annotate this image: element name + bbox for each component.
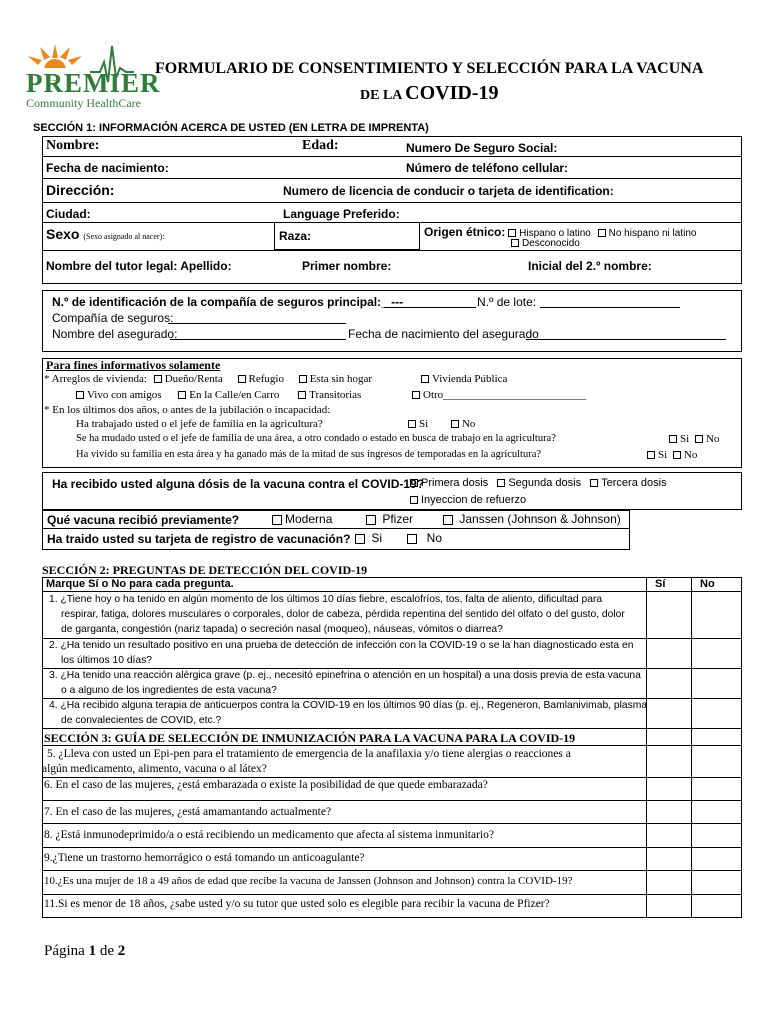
q1-si-checkbox[interactable] (408, 420, 416, 428)
compania-label[interactable]: Compañía de seguros: (52, 311, 174, 325)
s3-q10-no-cell[interactable] (691, 870, 742, 895)
vivienda-row1 (44, 373, 372, 385)
pagina-label: Página (44, 943, 85, 959)
fecha-asegurado-line[interactable] (526, 339, 726, 340)
transitorias-checkbox[interactable] (298, 391, 306, 399)
pfizer-label: Pfizer (382, 512, 414, 526)
page-current: 1 (88, 943, 97, 959)
origen-label: Origen étnico: (424, 225, 506, 239)
q3-si-label: Si (658, 449, 668, 461)
origen-group (424, 225, 696, 239)
calle-label: En la Calle/en Carro (189, 389, 280, 401)
no-hispano-label: No hispano ni latino (608, 228, 697, 239)
tarjeta-no-label: No (426, 531, 443, 545)
s2-instruction: Marque Sí o No para cada pregunta. (46, 578, 234, 590)
s3-q5-si-cell[interactable] (646, 745, 692, 778)
s3-q10-si-cell[interactable] (646, 870, 692, 895)
tercera-label: Tercera dosis (601, 477, 667, 489)
si-column-header: Sí (655, 578, 666, 590)
s2-q1-line3: de garganta, congestión (nariz tapada) o secreción nasal (moqueo), náuseas, vómitos o diarrea? (61, 624, 503, 635)
divider (42, 156, 742, 157)
no-col-header (691, 577, 742, 592)
logo-name: PREMIER (26, 68, 161, 98)
s3-q9: 9.¿Tiene un trastorno hemorrágico o está tomando un anticoagulante? (44, 852, 365, 864)
agri-q3: Ha vivido su familia en esta área y ha ganado más de la mitad de sus ingresos de temporadas en la agricultura? (76, 449, 542, 460)
vivienda-label: * Arreglos de vivienda: (44, 373, 147, 385)
section3-heading: SECCIÓN 3: GUÍA DE SELECCIÓN DE INMUNIZACIÓN PARA LA VACUNA PARA LA COVID-19 (44, 731, 576, 745)
s2-q4-no-cell[interactable] (691, 698, 742, 729)
idioma-label[interactable]: Language Preferido: (283, 207, 400, 221)
telefono-label[interactable]: Número de teléfono cellular: (406, 161, 569, 175)
moderna-option (272, 512, 332, 526)
s2-q3-si-cell[interactable] (646, 668, 692, 699)
q2-si-checkbox[interactable] (669, 435, 677, 443)
divider (42, 250, 742, 251)
s3-q8: 8. ¿Está inmunodeprimido/a o está recibiendo un medicamento que afecta al sistema inmunitario? (44, 829, 494, 841)
fecha-nacimiento-label[interactable]: Fecha de nacimiento: (46, 161, 169, 175)
cual-question: Qué vacuna recibió previamente? (47, 513, 240, 527)
raza-label: Raza: (279, 229, 312, 243)
section1-heading: SECCIÓN 1: INFORMACIÓN ACERCA DE USTED (EN LETRA DE IMPRENTA) (33, 122, 429, 134)
sin-hogar-label: Esta sin hogar (309, 373, 373, 385)
dosis-question: Ha recibido usted alguna dósis de la vacuna contra el COVID-19? (52, 477, 425, 491)
form-title-line2 (360, 82, 498, 105)
tarjeta-no-checkbox[interactable] (407, 534, 417, 544)
s2-q3-line2: o a alguno de los ingredientes de esta vacuna? (61, 685, 277, 696)
q3-no-checkbox[interactable] (673, 451, 681, 459)
refuerzo-label: Inyeccion de refuerzo (421, 494, 527, 506)
dueno-label: Dueño/Renta (164, 373, 223, 385)
primera-checkbox[interactable] (410, 479, 418, 487)
tarjeta-si-option (355, 531, 382, 545)
s2-q4-line2: de convalecientes de COVID, etc.? (61, 715, 222, 726)
edad-label[interactable]: Edad: (302, 138, 339, 153)
no-hispano-checkbox[interactable] (598, 229, 606, 237)
q3-si-checkbox[interactable] (647, 451, 655, 459)
asegurado-line[interactable] (170, 339, 346, 340)
janssen-label: Janssen (Johnson & Johnson) (459, 512, 621, 526)
s3-heading-si-cell (646, 728, 692, 746)
s3-q7: 7. En el caso de las mujeres, ¿está amamantando actualmente? (44, 806, 332, 818)
desconocido-option (511, 238, 580, 249)
desconocido-label: Desconocido (522, 238, 580, 249)
otro-checkbox[interactable] (412, 391, 420, 399)
hispano-label: Hispano o latino (519, 228, 591, 239)
s2-q3-no-cell[interactable] (691, 668, 742, 699)
direccion-label[interactable]: Dirección: (46, 182, 115, 198)
q3-no-label: No (683, 449, 698, 461)
refuerzo-option (410, 494, 526, 506)
title-prefix: DE LA (360, 88, 402, 103)
sexo-text: Sexo (46, 226, 80, 242)
lote-label[interactable]: N.º de lote: (477, 295, 537, 309)
tutor-apellido-label[interactable]: Nombre del tutor legal: Apellido: (46, 259, 232, 273)
s2-q2-si-cell[interactable] (646, 638, 692, 669)
publica-option (421, 373, 507, 385)
dosis-options (410, 477, 667, 489)
licencia-label[interactable]: Numero de licencia de conducir o tarjeta de identification: (283, 184, 614, 198)
moderna-label: Moderna (285, 512, 333, 526)
sin-hogar-checkbox[interactable] (299, 375, 307, 383)
publica-label: Vivienda Pública (432, 373, 508, 385)
publica-checkbox[interactable] (421, 375, 429, 383)
tarjeta-no-option (407, 531, 442, 545)
s3-q5-line2: algún medicamento, alimento, vacuna o al látex? (42, 763, 267, 775)
no-column-header: No (700, 578, 715, 590)
divider (42, 528, 630, 529)
title-covid: COVID-19 (405, 82, 499, 104)
insurance-id-row[interactable] (52, 295, 403, 309)
refugio-label: Refugio (248, 373, 284, 385)
tarjeta-si-label: Si (371, 531, 383, 545)
agri-q1: Ha trabajado usted o el jefe de familia en la agricultura? (76, 418, 323, 430)
transitorias-label: Transitorias (309, 389, 362, 401)
nombre-label[interactable]: Nombre: (46, 138, 100, 153)
s2-q4-si-cell[interactable] (646, 698, 692, 729)
lote-line[interactable] (540, 307, 680, 308)
asegurado-label[interactable]: Nombre del asegurado: (52, 327, 178, 341)
s3-q6-si-cell[interactable] (646, 777, 692, 801)
moderna-checkbox[interactable] (272, 515, 282, 525)
q1-no-checkbox[interactable] (451, 420, 459, 428)
s3-q9-si-cell[interactable] (646, 847, 692, 871)
s2-q1-no-cell[interactable] (691, 591, 742, 639)
segunda-checkbox[interactable] (497, 479, 505, 487)
s3-q7-si-cell[interactable] (646, 800, 692, 824)
s3-q11: 11.Si es menor de 18 años, ¿sabe usted y/o su tutor que usted solo es elegible para recibir la vacuna de Pfizer? (44, 898, 550, 910)
vivienda-row2 (76, 389, 361, 401)
logo-tagline: Community HealthCare (26, 96, 141, 110)
inicial-label[interactable]: Inicial del 2.º nombre: (528, 259, 652, 273)
s3-q11-no-cell[interactable] (691, 894, 742, 918)
primer-nombre-label[interactable]: Primer nombre: (302, 259, 392, 273)
page-total: 2 (117, 943, 126, 959)
insurance-id-label: N.º de identificación de la compañía de seguros principal:_ --- (52, 295, 404, 309)
agri-q2-options (669, 433, 719, 445)
s3-q7-no-cell[interactable] (691, 800, 742, 824)
logo (22, 38, 161, 110)
q1-si-label: Si (419, 418, 429, 430)
tarjeta-si-checkbox[interactable] (355, 534, 365, 544)
tercera-checkbox[interactable] (590, 479, 598, 487)
s3-q5-line1: 5. ¿Lleva con usted un Epi-pen para el tratamiento de emergencia de la anafilaxia y/o tiene alergias o reacciones a (47, 748, 571, 760)
s3-q9-no-cell[interactable] (691, 847, 742, 871)
s2-q2-line1: 2. ¿Ha tenido un resultado positivo en una prueba de detección de infección con la COVID-19 o se la han diagnosticado esta en (49, 640, 634, 651)
janssen-checkbox[interactable] (443, 515, 453, 525)
fecha-asegurado-label[interactable]: Fecha de nacimiento del asegurado (348, 327, 539, 341)
segunda-label: Segunda dosis (508, 477, 582, 489)
sexo-label[interactable] (46, 226, 164, 242)
seguro-social-label[interactable]: Numero De Seguro Social: (406, 141, 558, 155)
sexo-note: (Sexo asignado al nacer): (83, 232, 165, 241)
tarjeta-question: Ha traido usted su tarjeta de registro de vacunación? (47, 532, 351, 546)
s2-q1-line1: 1. ¿Tiene hoy o ha tenido en algún momento de los últimos 10 días fiebre, escalofríos, tos, falta de aliento, dificultad para (49, 594, 603, 605)
refugio-checkbox[interactable] (238, 375, 246, 383)
si-col-header (646, 577, 692, 592)
divider (42, 202, 742, 203)
otro-option (412, 389, 586, 401)
ultimos-anos-text: * En los últimos dos años, o antes de la jubilación o incapacidad: (44, 404, 331, 416)
janssen-option (443, 512, 621, 526)
q2-no-checkbox[interactable] (695, 435, 703, 443)
calle-checkbox[interactable] (178, 391, 186, 399)
primera-label: Primera dosis (421, 477, 489, 489)
compania-line[interactable] (168, 323, 346, 324)
page-number (44, 943, 125, 960)
pfizer-checkbox[interactable] (366, 515, 376, 525)
q2-no-label: No (705, 433, 720, 445)
otro-label: Otro__________________________ (423, 389, 587, 401)
agri-q3-options (647, 449, 697, 461)
section2-heading: SECCIÓN 2: PREGUNTAS DE DETECCIÓN DEL COVID-19 (42, 563, 368, 577)
q1-no-label: No (461, 418, 476, 430)
amigos-label: Vivo con amigos (87, 389, 162, 401)
s3-q5-no-cell[interactable] (691, 745, 742, 778)
ciudad-label[interactable]: Ciudad: (46, 207, 91, 221)
desconocido-checkbox[interactable] (511, 239, 519, 247)
s3-q8-si-cell[interactable] (646, 823, 692, 848)
s2-q4-line1: 4. ¿Ha recibido alguna terapia de anticuerpos contra la COVID-19 en los últimos 90 días (p. ej., Regeneron, Bamlanivimab, plasma (49, 700, 648, 711)
s2-q1-line2: respirar, fatiga, dolores musculares o corporales, dolor de cabeza, pérdida repentina del sentido del olfato o del gusto, dolor (61, 609, 625, 620)
de-label: de (99, 943, 114, 959)
insurance-id-line[interactable] (384, 307, 476, 308)
s3-q6: 6. En el caso de las mujeres, ¿está embarazada o existe la posibilidad de que quede embarazada? (44, 779, 488, 791)
s2-q1-si-cell[interactable] (646, 591, 692, 639)
s2-q2-no-cell[interactable] (691, 638, 742, 669)
hispano-checkbox[interactable] (508, 229, 516, 237)
agri-q1-options (408, 418, 475, 430)
agri-q2: Se ha mudado usted o el jefe de familia de una área, a otro condado o estado en busca de trabajo en la agricultura? (76, 433, 556, 444)
s2-q3-line1: 3. ¿Ha tenido una reacción alérgica grave (p. ej., necesitó epinefrina o atención en un hospital) a una dosis previa de esta vacuna (49, 670, 641, 681)
pfizer-option (366, 512, 413, 526)
form-title-line1: FORMULARIO DE CONSENTIMIENTO Y SELECCIÓN PARA LA VACUNA (155, 60, 704, 77)
refuerzo-checkbox[interactable] (410, 496, 418, 504)
s3-heading-no-cell (691, 728, 742, 746)
q2-si-label: Si (680, 433, 690, 445)
s3-q11-si-cell[interactable] (646, 894, 692, 918)
divider (42, 178, 742, 179)
s3-q10: 10.¿Es una mujer de 18 a 49 años de edad que recibe la vacuna de Janssen (Johnson and Johnson) contra la COVID-19? (44, 875, 573, 887)
info-heading: Para fines informativos solamente (46, 358, 221, 372)
s3-q8-no-cell[interactable] (691, 823, 742, 848)
dueno-checkbox[interactable] (154, 375, 162, 383)
s3-q6-no-cell[interactable] (691, 777, 742, 801)
s2-q2-line2: los últimos 10 días? (61, 655, 153, 666)
amigos-checkbox[interactable] (76, 391, 84, 399)
